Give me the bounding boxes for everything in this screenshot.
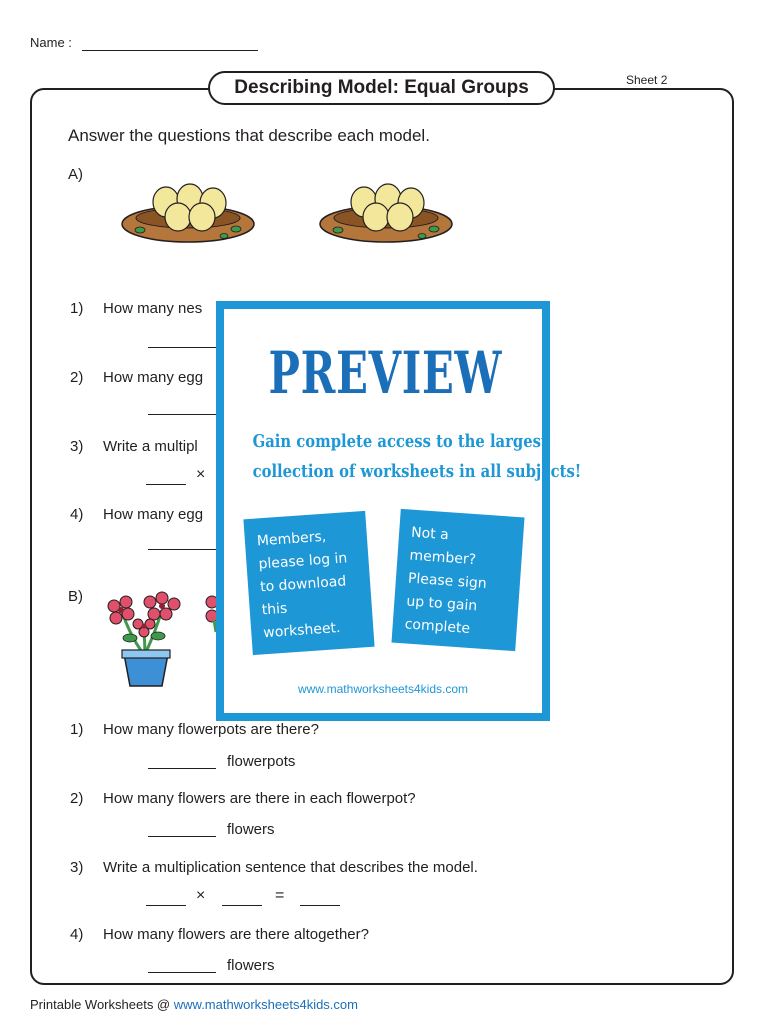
preview-subtitle-line-1: Gain complete access to the largest [252,431,548,452]
question-number: 3) [70,859,84,876]
answer-unit: flowers [227,821,275,838]
answer-blank[interactable] [146,905,186,906]
answer-blank[interactable] [148,549,216,550]
worksheet-title: Describing Model: Equal Groups [208,71,555,105]
question-text: How many flowers are there altogether? [103,926,369,943]
question-number: 3) [70,438,84,455]
question-text: How many egg [103,369,204,386]
nest-with-eggs-icon [316,182,456,244]
times-sign: × [196,887,206,904]
answer-blank[interactable] [148,347,216,348]
answer-unit: flowers [227,957,275,974]
equals-sign: = [275,887,285,904]
flower-pot-icon [100,590,192,688]
answer-blank[interactable] [300,905,340,906]
signup-card[interactable]: Not a member? Please sign up to gain complete access. [391,509,524,651]
question-text: How many egg [103,506,204,523]
question-text: How many flowerpots are there? [103,721,319,738]
nest-with-eggs-icon [118,182,258,244]
name-label: Name : [30,35,72,50]
question-number: 1) [70,300,84,317]
preview-subtitle-line-2: collection of worksheets in all subjects! [252,461,582,482]
question-text: Write a multipl [103,438,198,455]
question-number: 2) [70,369,84,386]
question-text: How many nes [103,300,203,317]
times-sign: × [196,466,206,483]
answer-blank[interactable] [222,905,262,906]
preview-overlay [216,301,582,721]
question-number: 2) [70,790,84,807]
answer-blank[interactable] [148,836,216,837]
footer [30,997,358,1012]
answer-blank[interactable] [148,768,216,769]
answer-blank[interactable] [148,414,216,415]
question-text: How many flowers are there in each flowerpot? [103,790,416,807]
sheet-number: Sheet 2 [626,73,668,87]
name-field[interactable] [82,50,258,51]
section-b-label: B) [68,588,83,605]
preview-url-link[interactable]: www.mathworksheets4kids.com [297,682,469,696]
members-login-card[interactable]: Members, please log in to download this worksheet. [243,511,374,655]
instructions: Answer the questions that describe each model. [68,126,430,145]
question-number: 1) [70,721,84,738]
answer-blank[interactable] [148,972,216,973]
question-number: 4) [70,506,84,523]
answer-unit: flowerpots [227,753,296,770]
preview-title: PREVIEW [268,339,503,407]
flower-pot-icon [200,594,216,634]
footer-url-link[interactable]: www.mathworksheets4kids.com [173,997,358,1012]
question-number: 4) [70,926,84,943]
footer-label: Printable Worksheets @ [30,997,174,1012]
question-text: Write a multiplication sentence that describes the model. [103,859,478,876]
section-a-label: A) [68,166,83,183]
answer-blank[interactable] [146,484,186,485]
